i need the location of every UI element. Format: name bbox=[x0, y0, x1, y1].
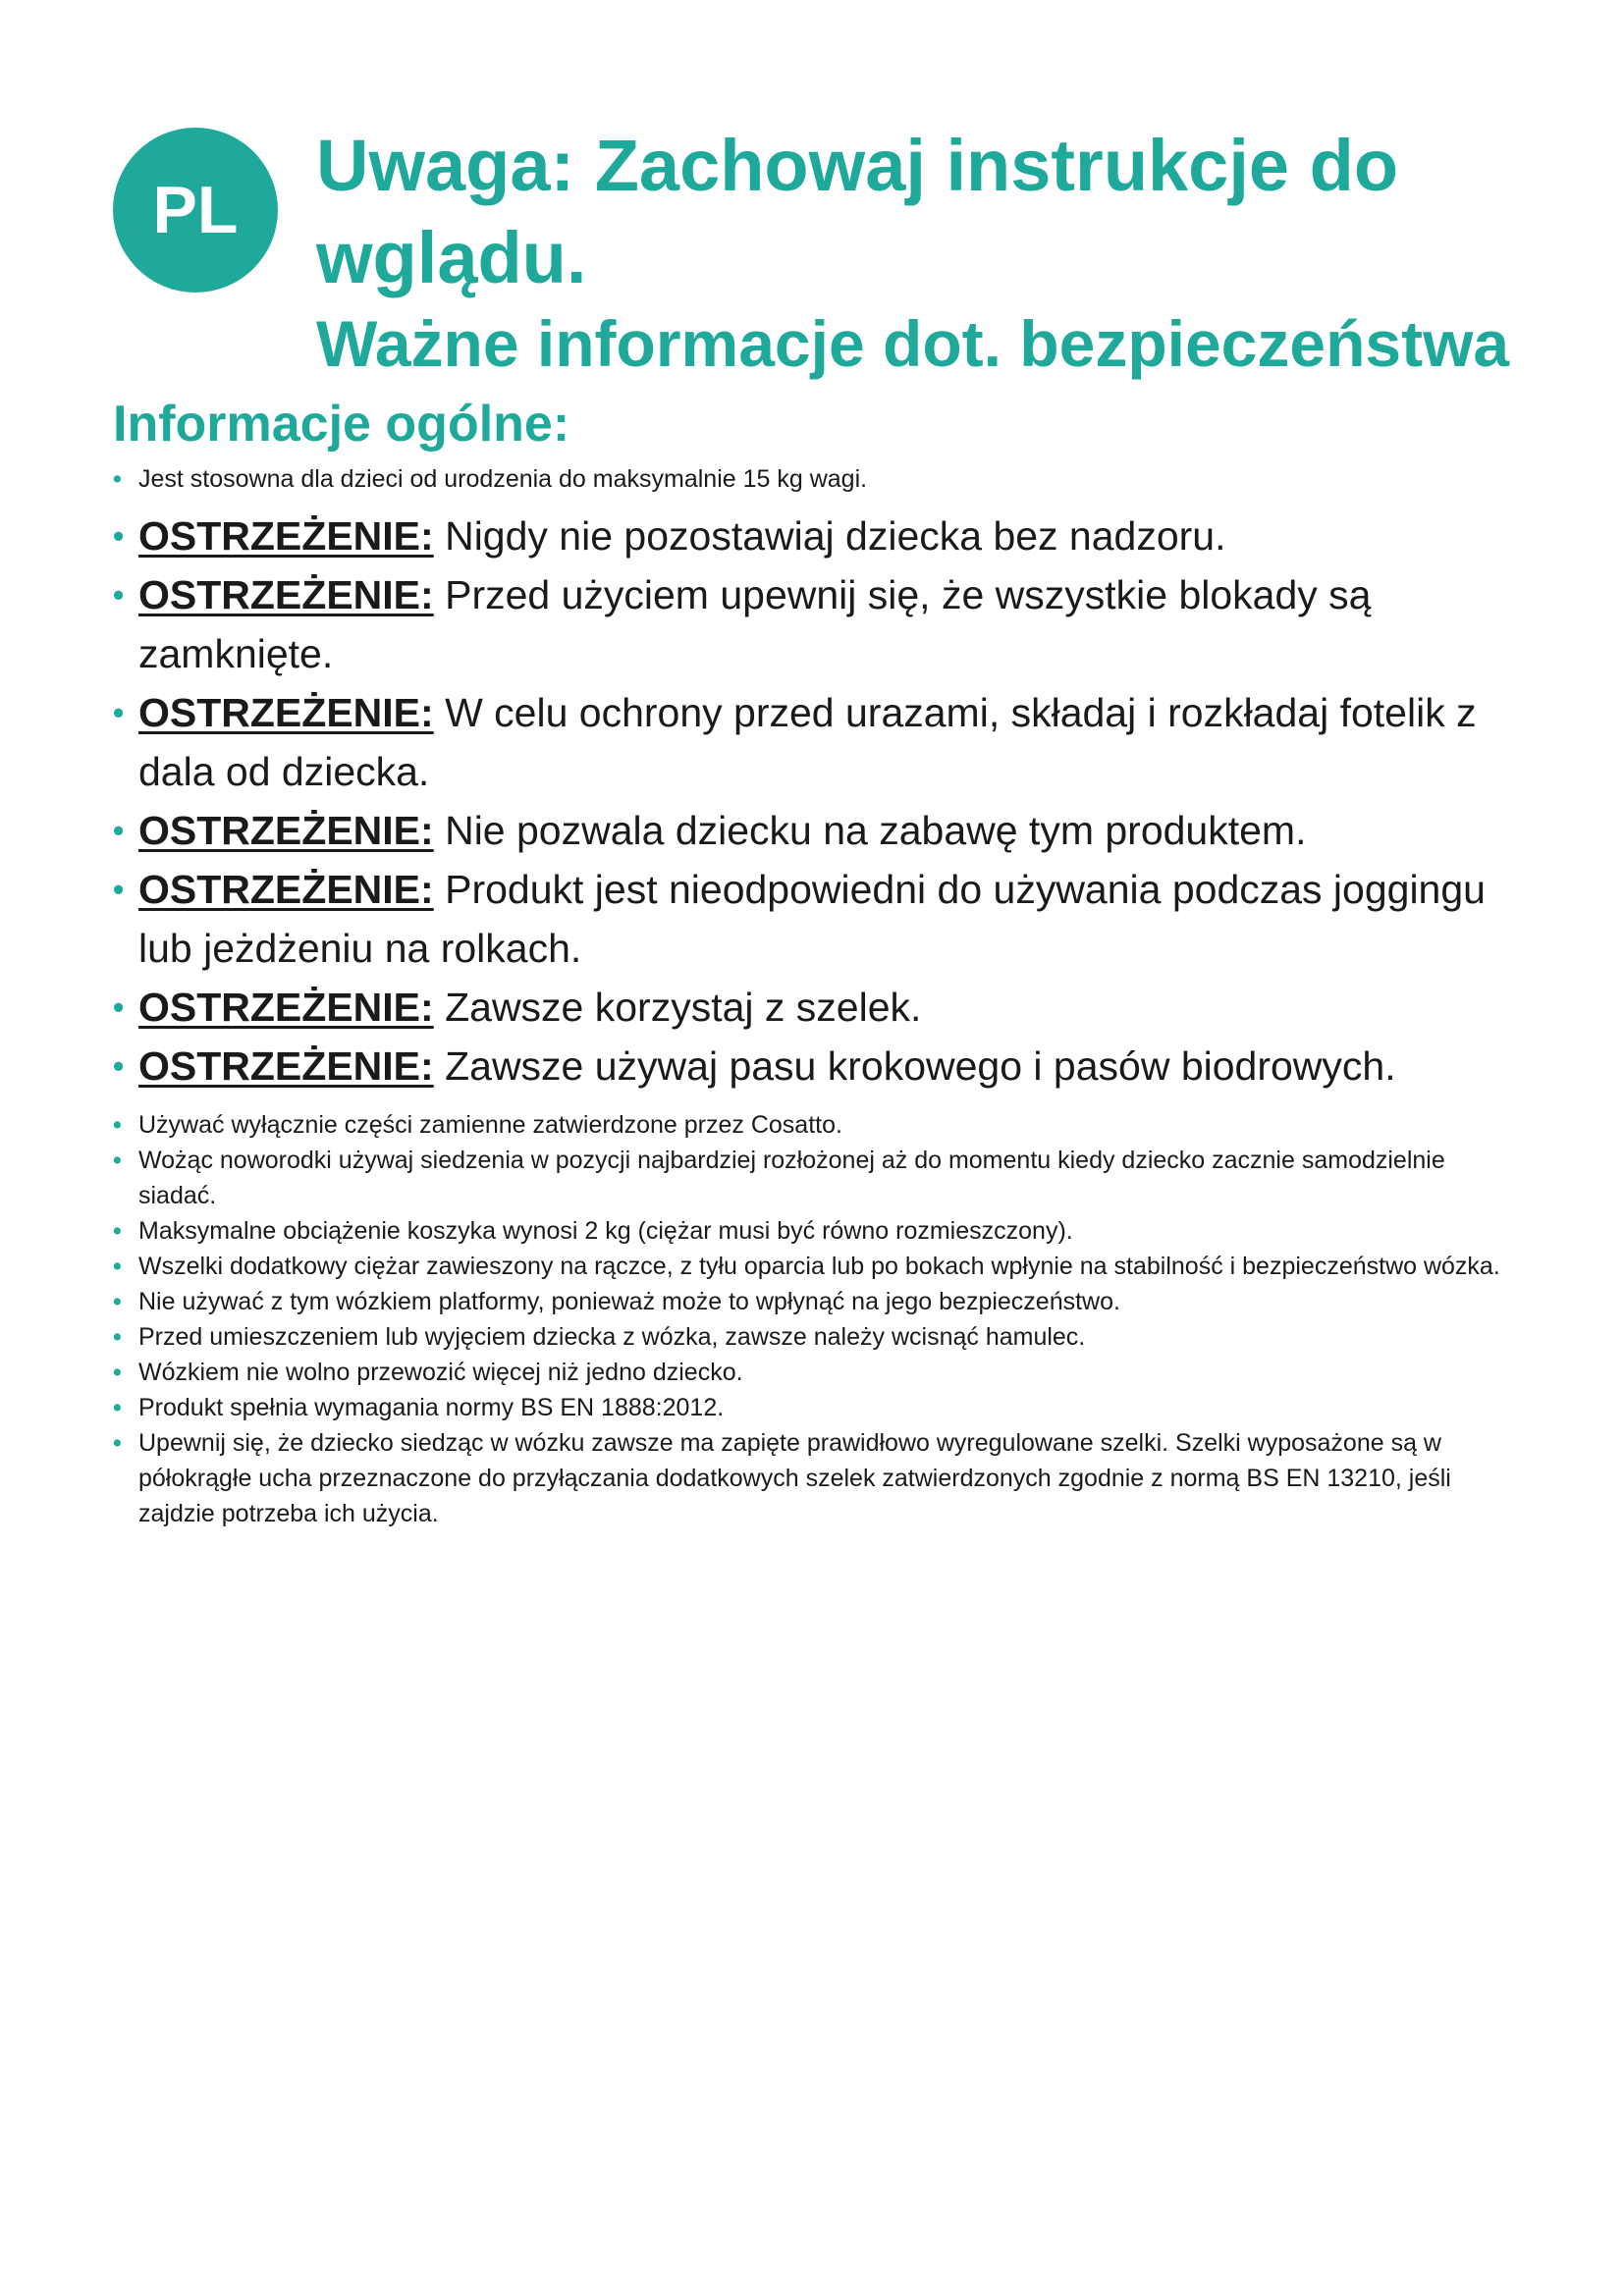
bullet-icon: • bbox=[113, 1323, 122, 1351]
warning-item bbox=[113, 565, 1527, 683]
warning-item bbox=[113, 860, 1527, 978]
note-text: Wszelki dodatkowy ciężar zawieszony na rączce, z tyłu oparcia lub po bokach wpłynie na stabilność i bezpieczeństwo wózka. bbox=[138, 1253, 1500, 1280]
bullet-icon: • bbox=[113, 518, 125, 554]
bullet-icon: • bbox=[113, 577, 125, 613]
warning-text: Zawsze korzystaj z szelek. bbox=[445, 985, 922, 1030]
bullet-icon: • bbox=[113, 989, 125, 1025]
note-text: Maksymalne obciążenie koszyka wynosi 2 kg (ciężar musi być równo rozmieszczony). bbox=[138, 1217, 1073, 1245]
warning-item bbox=[113, 1037, 1527, 1095]
warning-label: OSTRZEŻENIE: bbox=[138, 808, 434, 853]
bullet-icon: • bbox=[113, 1394, 122, 1421]
bullet-icon: • bbox=[113, 1111, 122, 1139]
warning-label: OSTRZEŻENIE: bbox=[138, 985, 434, 1030]
warning-item bbox=[113, 978, 1527, 1037]
language-badge bbox=[113, 128, 278, 293]
warning-text: Nigdy nie pozostawiaj dziecka bez nadzoru. bbox=[445, 513, 1226, 559]
bullet-icon: • bbox=[113, 872, 125, 907]
bullet-icon: • bbox=[113, 465, 122, 493]
bullet-icon: • bbox=[113, 813, 125, 848]
bullet-icon: • bbox=[113, 1429, 122, 1457]
list-item bbox=[113, 1355, 1527, 1390]
warning-label: OSTRZEŻENIE: bbox=[138, 513, 434, 559]
note-text: Upewnij się, że dziecko siedząc w wózku zawsze ma zapięte prawidłowo wyregulowane szelki. Szelki wyposażone są w półokrągłe ucha przeznaczone do przyłączania dodatkowych szelek zatwierdzonych zgodnie z normą BS EN 13210, jeśli zajdzie potrzeba ich użycia. bbox=[138, 1429, 1451, 1527]
note-text: Używać wyłącznie części zamienne zatwierdzone przez Cosatto. bbox=[138, 1111, 842, 1139]
note-text: Wózkiem nie wolno przewozić więcej niż jedno dziecko. bbox=[138, 1359, 743, 1386]
safety-list bbox=[113, 461, 1527, 1531]
note-text: Wożąc noworodki używaj siedzenia w pozycji najbardziej rozłożonej aż do momentu kiedy dziecko zacznie samodzielnie siadać. bbox=[138, 1147, 1445, 1209]
warning-text: Produkt jest nieodpowiedni do używania podczas joggingu lub jeżdżeniu na rolkach. bbox=[138, 867, 1486, 971]
list-item bbox=[113, 1107, 1527, 1143]
warning-text: Nie pozwala dziecku na zabawę tym produktem. bbox=[445, 808, 1307, 853]
warning-label: OSTRZEŻENIE: bbox=[138, 867, 434, 912]
page-title: Uwaga: Zachowaj instrukcje do wglądu. bbox=[316, 125, 1399, 298]
list-item bbox=[113, 1425, 1527, 1531]
language-badge-label: PL bbox=[152, 173, 239, 247]
list-item bbox=[113, 1284, 1527, 1319]
note-text: Nie używać z tym wózkiem platformy, ponieważ może to wpłynąć na jego bezpieczeństwo. bbox=[138, 1288, 1120, 1315]
warning-label: OSTRZEŻENIE: bbox=[138, 572, 434, 617]
bullet-icon: • bbox=[113, 1147, 122, 1174]
warning-label: OSTRZEŻENIE: bbox=[138, 1043, 434, 1089]
warning-item bbox=[113, 801, 1527, 860]
page-subtitle: Ważne informacje dot. bezpieczeństwa bbox=[316, 307, 1510, 380]
bullet-icon: • bbox=[113, 1048, 125, 1084]
list-item bbox=[113, 1319, 1527, 1355]
list-item bbox=[113, 1249, 1527, 1284]
warning-text: Przed użyciem upewnij się, że wszystkie blokady są zamknięte. bbox=[138, 572, 1372, 676]
intro-item-text: Jest stosowna dla dzieci od urodzenia do maksymalnie 15 kg wagi. bbox=[138, 465, 868, 493]
note-text: Przed umieszczeniem lub wyjęciem dziecka z wózka, zawsze należy wcisnąć hamulec. bbox=[138, 1323, 1086, 1351]
bullet-icon: • bbox=[113, 1217, 122, 1245]
warning-text: Zawsze używaj pasu krokowego i pasów biodrowych. bbox=[445, 1043, 1396, 1089]
bullet-icon: • bbox=[113, 1359, 122, 1386]
section-heading: Informacje ogólne: bbox=[113, 396, 570, 453]
list-item bbox=[113, 461, 1527, 497]
warning-item bbox=[113, 507, 1527, 565]
bullet-icon: • bbox=[113, 695, 125, 730]
note-text: Produkt spełnia wymagania normy BS EN 1888:2012. bbox=[138, 1394, 725, 1421]
list-item bbox=[113, 1390, 1527, 1425]
warning-label: OSTRZEŻENIE: bbox=[138, 690, 434, 735]
bullet-icon: • bbox=[113, 1253, 122, 1280]
warning-item bbox=[113, 683, 1527, 801]
warning-text: W celu ochrony przed urazami, składaj i rozkładaj fotelik z dala od dziecka. bbox=[138, 690, 1477, 794]
bullet-icon: • bbox=[113, 1288, 122, 1315]
list-item bbox=[113, 1143, 1527, 1213]
list-item bbox=[113, 1213, 1527, 1249]
